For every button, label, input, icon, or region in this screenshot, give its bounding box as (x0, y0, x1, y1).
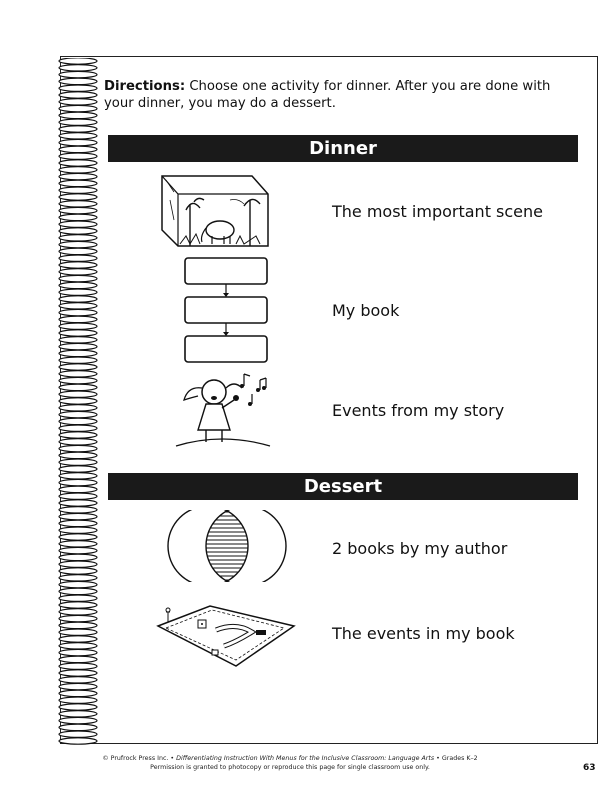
page-number: 63 (583, 763, 596, 773)
activity-label: My book (332, 301, 400, 320)
spiral-binding-icon (56, 58, 102, 746)
directions-body: Choose one activity for dinner. After you are done with your dinner, you may do a dessert. (104, 79, 551, 111)
flowchart-icon (182, 256, 270, 364)
footer-publisher: © Prufrock Press Inc. • (102, 755, 177, 762)
board-game-icon (156, 602, 296, 668)
footer-grades: • Grades K–2 (434, 755, 478, 762)
directions-text (104, 78, 584, 112)
activity-label: The events in my book (332, 624, 515, 643)
activity-label: 2 books by my author (332, 539, 508, 558)
singing-girl-icon (170, 366, 274, 448)
venn-diagram-icon (164, 510, 290, 582)
footer-book-title: Differentiating Instruction With Menus for the Inclusive Classroom: Language Arts (176, 755, 435, 762)
activity-label: The most important scene (332, 202, 544, 221)
dinner-header: Dinner (108, 135, 578, 162)
footer-permission: Permission is granted to photocopy or reproduce this page for single classroom use only. (150, 764, 430, 771)
activity-label: Events from my story (332, 401, 505, 420)
diorama-icon (160, 170, 270, 248)
directions-label: Directions: (104, 79, 186, 94)
footer-credit (100, 754, 480, 772)
dessert-header: Dessert (108, 473, 578, 500)
